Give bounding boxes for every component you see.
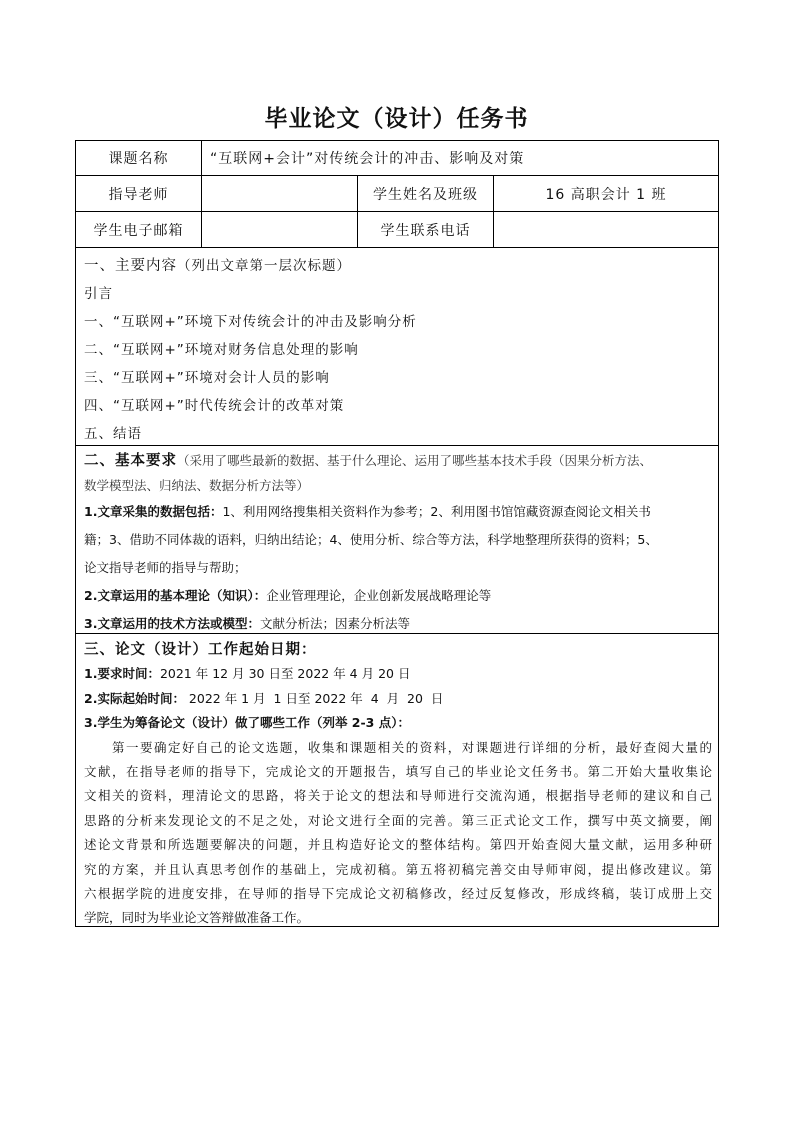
required-time-label: 1.要求时间： — [84, 666, 160, 682]
section-main-content — [76, 248, 718, 446]
data-text: 1、利用网络搜集相关资料作为参考；2、利用图书馆馆藏资源查阅论文相关书 — [222, 504, 651, 519]
student-label: 学生姓名及班级 — [358, 176, 494, 211]
student-value: 16 高职会计 1 班 — [545, 186, 667, 203]
section1-heading: 一、主要内容 — [84, 258, 177, 274]
method-value: 文献分析法；因素分析法等 — [259, 616, 410, 631]
section1-note: （列出文章第一层次标题） — [177, 258, 351, 274]
topic-row — [76, 141, 718, 176]
topic-label: 课题名称 — [76, 141, 202, 175]
paragraph-line: 学院，同时为毕业论文答辩做准备工作。 — [84, 910, 310, 926]
topic-value: “互联网+会计”对传统会计的冲击、影响及对策 — [210, 151, 525, 167]
prep-label: 3.学生为筹备论文（设计）做了哪些工作（列举 2-3 点）： — [84, 715, 410, 731]
paragraph-line: 思路的分析来发现论文的不足之处，对论文进行全面的完善。第三正式论文工作，撰写中英文摘要，阐 — [84, 812, 712, 828]
theory-value: 企业管理理论，企业创新发展战略理论等 — [266, 588, 492, 603]
data-text: 籍；3、借助不同体裁的语料，归纳出结论；4、使用分析、综合等方法，科学地整理所获得的资料；5、 — [84, 532, 658, 547]
section2-note: （采用了哪些最新的数据、基于什么理论、运用了哪些基本技术手段（因果分析方法、 — [177, 453, 653, 468]
paragraph-line: 究的方案，并且认真思考创作的基础上，完成初稿。第五将初稿完善交由导师审阅，提出修改建议。第 — [84, 861, 712, 877]
phone-value — [494, 212, 718, 247]
advisor-row — [76, 176, 718, 212]
actual-time-label: 2.实际起始时间： — [84, 690, 185, 706]
outline-item: 三、“互联网+”环境对会计人员的影响 — [84, 370, 330, 386]
section2-heading: 二、基本要求 — [84, 453, 177, 469]
paragraph-line: 文相关的资料，理清论文的思路，将关于论文的想法和导师进行交流沟通，根据指导老师的建议和自己 — [84, 788, 712, 804]
paragraph-line: 第一要确定好自己的论文选题，收集和课题相关的资料，对课题进行详细的分析，最好查阅大量的 — [112, 739, 712, 755]
email-label: 学生电子邮箱 — [76, 212, 202, 247]
actual-time-value: 2022 年 1 月 1 日至 2022 年 4 月 20 日 — [184, 690, 444, 706]
outline-item: 五、结语 — [84, 426, 142, 442]
section-basic-requirements — [76, 446, 718, 634]
data-text: 论文指导老师的指导与帮助； — [84, 560, 247, 575]
paragraph-line: 六根据学院的进度安排，在导师的指导下完成论文初稿修改，经过反复修改，形成终稿，装订成册上交 — [84, 885, 712, 901]
outline-item: 引言 — [84, 286, 113, 302]
email-value — [202, 212, 358, 247]
required-time-value: 2021 年 12 月 30 日至 2022 年 4 月 20 日 — [159, 666, 411, 682]
section2-note-cont: 数学模型法、归纳法、数据分析方法等） — [84, 478, 310, 493]
section-work-dates — [76, 634, 718, 926]
document-title: 毕业论文（设计）任务书 — [264, 106, 529, 132]
outline-item: 四、“互联网+”时代传统会计的改革对策 — [84, 398, 345, 414]
paragraph-line: 述论文背景和所选题要解决的问题，并且构造好论文的整体结构。第四开始查阅大量文献，运用多种研 — [84, 837, 712, 853]
contact-row — [76, 212, 718, 248]
method-label: 3.文章运用的技术方法或模型： — [84, 616, 260, 631]
advisor-label: 指导老师 — [76, 176, 202, 211]
task-table — [75, 140, 719, 927]
advisor-value — [202, 176, 358, 211]
outline-item: 二、“互联网+”环境对财务信息处理的影响 — [84, 342, 359, 358]
outline-item: 一、“互联网+”环境下对传统会计的冲击及影响分析 — [84, 314, 417, 330]
phone-label: 学生联系电话 — [358, 212, 494, 247]
paragraph-line: 文献，在指导老师的指导下，完成论文的开题报告，填写自己的毕业论文任务书。第二开始大量收集论 — [84, 763, 712, 779]
theory-label: 2.文章运用的基本理论（知识）： — [84, 588, 267, 603]
section3-heading: 三、论文（设计）工作起始日期： — [84, 642, 317, 658]
data-label: 1.文章采集的数据包括： — [84, 504, 223, 519]
